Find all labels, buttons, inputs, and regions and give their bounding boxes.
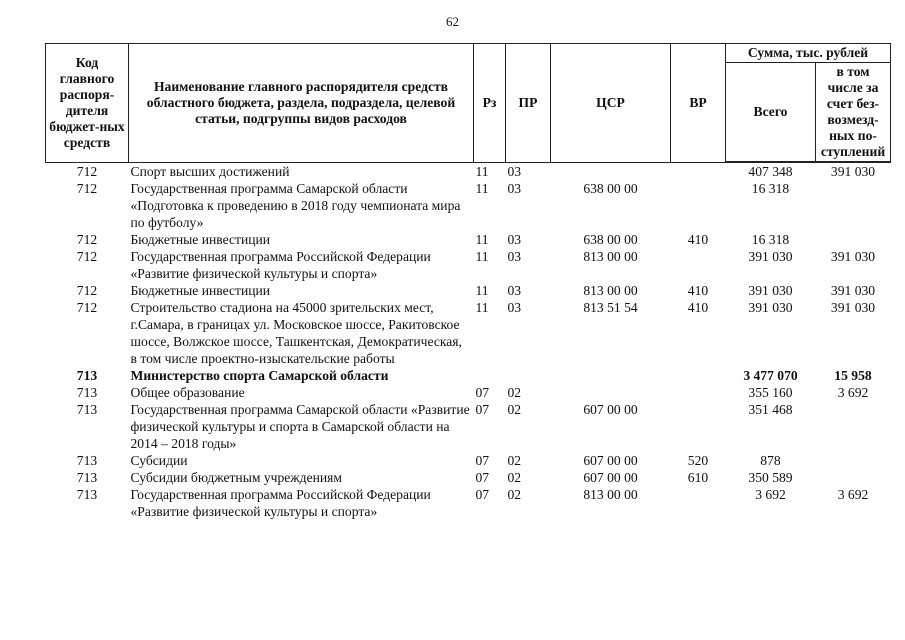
table-row [46, 231, 891, 248]
header-total: Всего [726, 63, 816, 163]
cell-rz: 11 [475, 300, 489, 315]
cell-total: 355 160 [748, 385, 793, 400]
header-vr: ВР [671, 44, 726, 163]
cell-code: 713 [76, 368, 98, 383]
table-row [46, 248, 891, 282]
cell-free: 391 030 [830, 300, 876, 315]
cell-rz: 07 [475, 453, 490, 468]
cell-total: 16 318 [751, 181, 790, 196]
cell-name: Государственная программа Российской Федерации «Развитие физической культуры и спорта» [130, 487, 431, 519]
cell-rz: 07 [475, 487, 490, 502]
cell-code: 712 [76, 283, 98, 298]
cell-code: 713 [76, 453, 98, 468]
cell-csr: 813 00 00 [583, 487, 638, 502]
cell-csr: 607 00 00 [583, 470, 638, 485]
table-row [46, 486, 891, 520]
cell-name: Общее образование [130, 385, 245, 400]
cell-name: Государственная программа Российской Федерации «Развитие физической культуры и спорта» [130, 249, 431, 281]
cell-pr: 03 [507, 163, 522, 179]
cell-pr: 02 [507, 385, 522, 400]
cell-code: 712 [76, 249, 98, 264]
cell-pr [506, 367, 551, 384]
cell-name: Строительство стадиона на 45000 зрительских мест, г.Самара, в границах ул. Московское шоссе, Ракитовское шоссе, Волжское шоссе, Ташкентская, Демократическая, в том числе проектно-изыскательские работы [130, 300, 462, 366]
cell-free: 391 030 [830, 164, 876, 179]
cell-free [816, 469, 891, 486]
cell-code: 713 [76, 385, 98, 400]
cell-name: Государственная программа Самарской области «Развитие физической культуры и спорта в Самарской области на 2014 – 2018 годы» [130, 402, 470, 451]
cell-vr [671, 401, 726, 452]
cell-rz: 11 [475, 232, 489, 247]
page-number: 62 [446, 14, 459, 29]
cell-total: 3 692 [755, 487, 786, 502]
cell-total: 391 030 [748, 249, 793, 264]
cell-pr: 02 [507, 453, 522, 468]
table-row [46, 384, 891, 401]
cell-vr [671, 384, 726, 401]
table-row [46, 299, 891, 367]
cell-name: Субсидии бюджетным учреждениям [130, 470, 343, 485]
cell-total: 351 468 [748, 402, 793, 417]
cell-vr [671, 367, 726, 384]
cell-pr: 03 [507, 283, 522, 298]
cell-free: 391 030 [830, 283, 876, 298]
cell-name: Бюджетные инвестиции [130, 283, 271, 298]
cell-pr: 03 [507, 232, 522, 247]
cell-pr: 03 [507, 181, 522, 196]
cell-rz: 07 [475, 470, 490, 485]
cell-csr: 813 00 00 [583, 249, 638, 264]
table-row [46, 180, 891, 231]
cell-vr: 410 [687, 283, 709, 298]
header-pr: ПР [506, 44, 551, 163]
cell-code: 712 [76, 232, 98, 247]
cell-free [816, 180, 891, 231]
cell-pr: 02 [507, 470, 522, 485]
cell-csr [551, 384, 671, 401]
cell-rz: 11 [475, 163, 489, 179]
cell-name: Государственная программа Самарской области «Подготовка к проведению в 2018 году чемпионата мира по футболу» [130, 181, 461, 230]
cell-code: 712 [76, 163, 98, 179]
budget-table [45, 43, 891, 520]
cell-free: 3 692 [837, 487, 869, 502]
cell-rz: 11 [475, 283, 489, 298]
cell-rz: 07 [475, 385, 490, 400]
table-row [46, 452, 891, 469]
header-code: Код главного распоря-дителя бюджет-ных средств [46, 44, 129, 163]
cell-vr [671, 248, 726, 282]
table-row [46, 282, 891, 299]
cell-total: 350 589 [748, 470, 793, 485]
cell-name: Субсидии [130, 453, 188, 468]
cell-total: 391 030 [748, 283, 793, 298]
header-csr: ЦСР [551, 44, 671, 163]
cell-rz: 11 [475, 249, 489, 264]
cell-vr: 410 [687, 300, 709, 315]
cell-pr: 03 [507, 249, 522, 264]
cell-free [816, 452, 891, 469]
cell-vr: 520 [687, 453, 709, 468]
cell-vr [671, 162, 726, 180]
table-row [46, 469, 891, 486]
cell-code: 712 [76, 300, 98, 315]
cell-free: 15 958 [834, 368, 872, 383]
cell-free: 3 692 [837, 385, 869, 400]
header-sum-group: Сумма, тыс. рублей [726, 44, 891, 63]
cell-total: 3 477 070 [743, 368, 798, 383]
cell-code: 713 [76, 402, 98, 417]
cell-name: Министерство спорта Самарской области [130, 368, 389, 383]
cell-total: 878 [760, 453, 781, 468]
cell-vr: 410 [687, 232, 709, 247]
cell-rz: 07 [475, 402, 490, 417]
cell-code: 712 [76, 181, 98, 196]
cell-csr: 638 00 00 [583, 181, 638, 196]
cell-csr: 813 51 54 [583, 300, 638, 315]
table-header [46, 44, 891, 163]
cell-code: 713 [76, 487, 98, 502]
cell-rz [474, 367, 506, 384]
table-row [46, 367, 891, 384]
cell-free [816, 231, 891, 248]
cell-total: 16 318 [751, 232, 790, 247]
header-free: в том числе за счет без-возмезд-ных по-ступлений [816, 63, 891, 163]
table-body [46, 162, 891, 520]
cell-rz: 11 [475, 181, 489, 196]
cell-pr: 02 [507, 487, 522, 502]
cell-name: Бюджетные инвестиции [130, 232, 271, 247]
header-name: Наименование главного распорядителя средств областного бюджета, раздела, подраздела, целевой статьи, подгруппы видов расходов [129, 44, 474, 163]
cell-pr: 02 [507, 402, 522, 417]
cell-pr: 03 [507, 300, 522, 315]
cell-name: Спорт высших достижений [130, 163, 290, 179]
cell-csr: 813 00 00 [583, 283, 638, 298]
cell-free [816, 401, 891, 452]
cell-free: 391 030 [830, 249, 876, 264]
cell-csr: 607 00 00 [583, 453, 638, 468]
table-row [46, 401, 891, 452]
cell-csr: 607 00 00 [583, 402, 638, 417]
cell-vr [671, 486, 726, 520]
cell-vr: 610 [687, 470, 709, 485]
table-row [46, 162, 891, 180]
cell-total: 407 348 [748, 164, 793, 179]
cell-csr [551, 367, 671, 384]
cell-csr: 638 00 00 [583, 232, 638, 247]
cell-vr [671, 180, 726, 231]
cell-total: 391 030 [748, 300, 793, 315]
cell-code: 713 [76, 470, 98, 485]
header-rz: Рз [474, 44, 506, 163]
cell-csr [551, 162, 671, 180]
